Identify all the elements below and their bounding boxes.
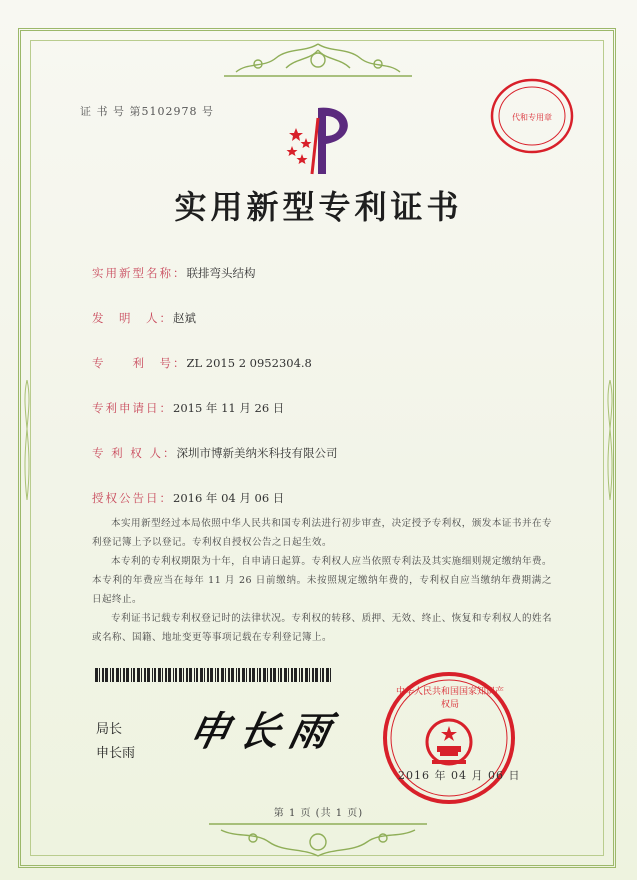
barcode-bar: [238, 668, 240, 682]
field-label: 专利申请日：: [92, 401, 173, 415]
issue-date: 2016 年 04 月 06 日: [398, 769, 521, 782]
barcode-bar: [120, 668, 121, 682]
barcode-bar: [284, 668, 287, 682]
bottom-ornament-icon: [203, 822, 433, 862]
barcode-bar: [207, 668, 209, 682]
barcode-bar: [291, 668, 293, 682]
barcode-bar: [204, 668, 205, 682]
barcode-bar: [126, 668, 129, 682]
barcode-bar: [154, 668, 156, 682]
field-label: 实用新型名称：: [92, 266, 187, 280]
barcode-bar: [225, 668, 226, 682]
barcode-bar: [217, 668, 219, 682]
barcode-bar: [280, 668, 282, 682]
agency-stamp-text: 代和专用章: [512, 113, 552, 122]
barcode-bar: [210, 668, 213, 682]
barcode-bar: [267, 668, 268, 682]
barcode-bar: [299, 668, 300, 682]
barcode-bar: [196, 668, 198, 682]
director-title: 局长: [96, 722, 123, 737]
field-label: 发 明 人：: [92, 311, 173, 325]
barcode-bar: [105, 668, 108, 682]
barcode-bar: [330, 668, 331, 682]
paragraph-legal-status: 专利证书记载专利权登记时的法律状况。专利权的转移、质押、无效、终止、恢复和专利权人的姓名或名称、国籍、地址变更等事项记载在专利登记簿上。: [92, 613, 552, 643]
field-value: 赵斌: [173, 311, 196, 325]
barcode-bar: [123, 668, 125, 682]
sipo-logo-icon: [282, 98, 362, 178]
field-value: 深圳市博新美纳米科技有限公司: [176, 446, 338, 460]
barcode-bar: [259, 668, 261, 682]
barcode-bar: [278, 668, 279, 682]
barcode-bar: [309, 668, 310, 682]
field-inventor: [92, 310, 196, 326]
barcode-bar: [252, 668, 255, 682]
barcode-bar: [288, 668, 289, 682]
barcode-bar: [186, 668, 188, 682]
top-ornament-icon: [218, 38, 418, 82]
barcode-bar: [165, 668, 167, 682]
barcode: [95, 668, 335, 682]
director-name: 申长雨: [96, 746, 136, 761]
barcode-bar: [320, 668, 321, 682]
field-value: 联排弯头结构: [186, 266, 256, 280]
barcode-bar: [110, 668, 111, 682]
field-utility-model-name: [92, 265, 256, 281]
barcode-bar: [312, 668, 314, 682]
barcode-bar: [175, 668, 177, 682]
page-number: 第 1 页 (共 1 页): [273, 808, 364, 819]
barcode-bar: [152, 668, 153, 682]
barcode-bar: [315, 668, 318, 682]
barcode-bar: [257, 668, 258, 682]
barcode-bar: [147, 668, 150, 682]
barcode-bar: [270, 668, 272, 682]
barcode-bar: [249, 668, 251, 682]
barcode-bar: [173, 668, 174, 682]
field-application-date: [92, 400, 284, 416]
barcode-bar: [228, 668, 230, 682]
barcode-bar: [301, 668, 303, 682]
barcode-bar: [215, 668, 216, 682]
field-value: 2016 年 04 月 06 日: [173, 491, 285, 505]
field-grant-date: [92, 490, 284, 506]
barcode-bar: [273, 668, 276, 682]
certificate-number: 证 书 号 第5102978 号: [80, 105, 214, 118]
barcode-bar: [144, 668, 146, 682]
director-signature: 申长雨: [184, 708, 345, 755]
barcode-bar: [116, 668, 119, 682]
barcode-bar: [263, 668, 266, 682]
barcode-bar: [102, 668, 104, 682]
barcode-bar: [158, 668, 161, 682]
barcode-bar: [322, 668, 324, 682]
paragraph-grant-notice: 本实用新型经过本局依照中华人民共和国专利法进行初步审查，决定授予专利权，颁发本证书并在专利登记簿上予以登记。专利权自授权公告之日起生效。: [92, 518, 552, 548]
left-ornament-icon: [20, 380, 34, 500]
barcode-bar: [200, 668, 203, 682]
barcode-bar: [221, 668, 224, 682]
barcode-bar: [194, 668, 195, 682]
barcode-bar: [131, 668, 132, 682]
barcode-bar: [168, 668, 171, 682]
field-patentee: [92, 445, 337, 461]
barcode-bar: [231, 668, 234, 682]
field-label: 专 利 号：: [92, 356, 187, 370]
paragraph-term-notice: 本专利的专利权期限为十年，自申请日起算。专利权人应当依照专利法及其实施细则规定缴纳年费。本专利的年费应当在每年 11 月 26 日前缴纳。未按照规定缴纳年费的，专利权自应当缴纳年费期满之日起终止。: [92, 556, 552, 605]
field-value: ZL 2015 2 0952304.8: [186, 356, 312, 370]
field-patent-number: [92, 355, 312, 371]
seal-text: 中华人民共和国国家知识产权局: [395, 687, 504, 710]
barcode-bar: [183, 668, 184, 682]
barcode-bar: [236, 668, 237, 682]
barcode-bar: [305, 668, 308, 682]
barcode-bar: [95, 668, 98, 682]
barcode-bar: [112, 668, 114, 682]
barcode-bar: [246, 668, 247, 682]
barcode-bar: [162, 668, 163, 682]
barcode-bar: [189, 668, 192, 682]
barcode-bar: [242, 668, 245, 682]
barcode-bar: [133, 668, 135, 682]
field-value: 2015 年 11 月 26 日: [173, 401, 285, 415]
national-emblem-icon: [427, 720, 471, 764]
barcode-bar: [179, 668, 182, 682]
page-title: 实用新型专利证书: [174, 188, 463, 226]
barcode-bar: [326, 668, 329, 682]
barcode-bar: [99, 668, 100, 682]
right-ornament-icon: [603, 380, 617, 500]
field-label: 授权公告日：: [92, 491, 173, 505]
barcode-bar: [294, 668, 297, 682]
barcode-bar: [141, 668, 142, 682]
field-label: 专 利 权 人：: [92, 446, 177, 460]
barcode-bar: [137, 668, 140, 682]
